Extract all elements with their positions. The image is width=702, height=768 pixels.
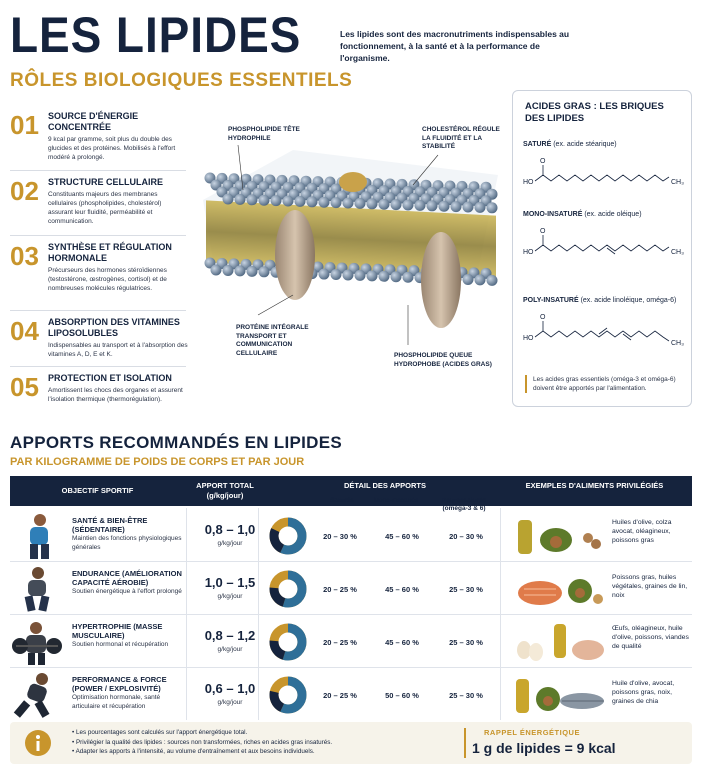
svg-text:O: O (540, 228, 546, 235)
total-intake: 1,0 – 1,5 (204, 575, 256, 590)
page-subtitle: RÔLES BIOLOGIQUES ESSENTIELS (10, 70, 353, 91)
food-examples: Huiles d'olive, colza avocat, oléagineux, poissons gras (612, 519, 672, 544)
food-illustration (510, 512, 606, 558)
phospholipid-head (259, 266, 270, 277)
food-illustration (510, 671, 606, 717)
phospholipid-head (211, 265, 222, 276)
role-item (10, 372, 188, 420)
svg-text:HO: HO (523, 249, 534, 256)
athlete-icon (10, 565, 62, 613)
donut-chart (268, 569, 308, 609)
saturated-pct: 20 – 30 % (323, 532, 357, 541)
label-cholesterol: CHOLESTÉROL RÉGULE LA FLUIDITÉ ET LA STABILITÉ (422, 126, 500, 150)
phospholipid-head (307, 196, 318, 207)
phospholipid-head (355, 270, 366, 281)
phospholipid-head (367, 198, 378, 209)
label-phospholipid-head: PHOSPHOLIPIDE TÊTE HYDROPHILE (228, 126, 300, 142)
header-examples: EXEMPLES D'ALIMENTS PRIVILÉGIÉS (525, 481, 664, 490)
athlete-icon (10, 512, 62, 560)
table-row (10, 669, 692, 721)
donut-chart (268, 516, 308, 556)
svg-text:O: O (540, 314, 546, 321)
phospholipid-head (223, 265, 234, 276)
cell-membrane-illustration (198, 120, 503, 420)
poly-pct: 20 – 30 % (449, 532, 483, 541)
footer-notes (10, 722, 692, 764)
role-title: STRUCTURE CELLULAIRE (48, 177, 163, 187)
page-title: LES LIPIDES (10, 7, 302, 63)
poly-pct: 25 – 30 % (449, 638, 483, 647)
saturated-pct: 20 – 25 % (323, 638, 357, 647)
phospholipid-head (391, 271, 402, 282)
phospholipid-head (439, 201, 450, 212)
saturated-pct: 20 – 25 % (323, 585, 357, 594)
role-item (10, 110, 188, 170)
svg-text:HO: HO (523, 179, 534, 186)
phospholipid-head (235, 194, 246, 205)
phospholipid-head (475, 202, 486, 213)
table-row (10, 510, 692, 562)
subheader-poly: Poly-insaturés (oméga-3 & 6) (441, 497, 487, 512)
mono-pct: 45 – 60 % (385, 638, 419, 647)
phospholipid-head (391, 199, 402, 210)
role-title: SYNTHÈSE ET RÉGULATION HORMONALE (48, 242, 172, 263)
table-row (10, 563, 692, 615)
svg-text:CH₃: CH₃ (671, 340, 684, 347)
phospholipid-head (487, 275, 498, 286)
role-number: 02 (10, 176, 39, 206)
poly-pct: 25 – 30 % (449, 691, 483, 700)
objective-desc: Maintien des fonctions physiologiques générales (72, 535, 182, 551)
role-number: 05 (10, 372, 39, 402)
saturated-structure (521, 155, 691, 191)
role-desc: Constituants majeurs des membranes cellulaires (phospholipides, cholestérol) assurant leur fluidité, perméabilité et communication. (48, 191, 162, 225)
svg-text:CH₃: CH₃ (671, 179, 684, 186)
reminder-value: 1 g de lipides = 9 kcal (472, 740, 616, 756)
food-examples: Huile d'olive, avocat, poissons gras, noix, graines de chia (612, 680, 675, 705)
phospholipid-head (463, 202, 474, 213)
footer-note-list (72, 728, 452, 757)
phospholipid-head (367, 270, 378, 281)
food-examples: Œufs, oléagineux, huile d'olive, poissons, viandes de qualité (612, 625, 689, 650)
objective-desc: Soutien énergétique à l'effort prolongé (72, 588, 182, 595)
info-icon (24, 729, 52, 757)
role-desc: Indispensables au transport et à l'absorption des vitamines A, D, E et K. (48, 342, 188, 358)
subheader-saturated: Saturés (330, 497, 354, 504)
objective-desc: Soutien hormonal et récupération (72, 641, 169, 648)
saturated-label: SATURÉ (ex. acide stéarique) (523, 141, 617, 148)
athlete-icon (10, 618, 62, 666)
phospholipid-head (343, 198, 354, 209)
donut-chart (268, 675, 308, 715)
role-title: ABSORPTION DES VITAMINES LIPOSOLUBLES (48, 317, 180, 338)
label-integral-protein: PROTÉINE INTÉGRALE TRANSPORT ET COMMUNICATION CELLULAIRE (236, 324, 309, 357)
phospholipid-head (283, 196, 294, 207)
poly-pct: 25 – 30 % (449, 585, 483, 594)
phospholipid-head (259, 195, 270, 206)
phospholipid-head (319, 197, 330, 208)
role-desc: Précurseurs des hormones stéroïdiennes (testostérone, œstrogènes, cortisol) et de nombreuses molécules régulatrices. (48, 267, 167, 292)
essential-fatty-acids-note: Les acides gras essentiels (oméga-3 et oméga-6) doivent être apportés par l'alimentation. (525, 375, 685, 393)
food-illustration (510, 618, 606, 664)
objective-title: HYPERTROPHIE (MASSE MUSCULAIRE) (72, 622, 163, 640)
poly-label: POLY-INSATURÉ (ex. acide linoléique, oméga-6) (523, 297, 677, 304)
divider (10, 310, 186, 311)
athlete-icon (10, 671, 62, 719)
objective-title: ENDURANCE (AMÉLIORATION CAPACITÉ AÉROBIE) (72, 569, 182, 587)
role-title: PROTECTION ET ISOLATION (48, 373, 172, 383)
svg-text:O: O (540, 158, 546, 165)
footer-note: • Privilégier la qualité des lipides : sources non transformées, riches en acides gras insaturés. (72, 738, 452, 748)
phospholipid-head (355, 198, 366, 209)
role-item (10, 316, 188, 364)
donut-chart (268, 622, 308, 662)
objective-title: PERFORMANCE & FORCE (POWER / EXPLOSIVITÉ) (72, 675, 167, 693)
reminder-label: RAPPEL ÉNERGÉTIQUE (484, 728, 580, 737)
role-desc: Amortissent les chocs des organes et assurent l'isolation thermique (thermorégulation). (48, 387, 183, 403)
section-subtitle: PAR KILOGRAMME DE POIDS DE CORPS ET PAR JOUR (10, 456, 305, 468)
phospholipid-head (415, 200, 426, 211)
integral-protein-left (275, 210, 315, 300)
integral-protein-right (421, 232, 461, 328)
total-intake: 0,6 – 1,0 (204, 681, 256, 696)
section-title: APPORTS RECOMMANDÉS EN LIPIDES (10, 433, 343, 452)
phospholipid-head (223, 194, 234, 205)
phospholipid-head (475, 274, 486, 285)
poly-structure (521, 311, 691, 351)
total-unit: g/kg/jour (217, 646, 243, 653)
divider (10, 170, 186, 171)
role-number: 03 (10, 241, 39, 271)
total-intake: 0,8 – 1,0 (204, 522, 256, 537)
label-phospholipid-tail: PHOSPHOLIPIDE QUEUE HYDROPHOBE (ACIDES GRAS) (394, 352, 492, 368)
food-examples: Poissons gras, huiles végétales, graines de lin, noix (612, 574, 688, 599)
phospholipid-head (427, 200, 438, 211)
phospholipid-head (403, 272, 414, 283)
phospholipid-head (319, 269, 330, 280)
phospholipid-head (331, 269, 342, 280)
phospholipid-head (487, 202, 498, 213)
divider (10, 366, 186, 367)
cholesterol-molecule (339, 172, 367, 192)
membrane-svg (198, 120, 503, 420)
phospholipid-head (271, 195, 282, 206)
header-total: APPORT TOTAL (g/kg/jour) (196, 481, 254, 500)
food-illustration (510, 565, 606, 611)
mono-pct: 45 – 60 % (385, 585, 419, 594)
role-item (10, 176, 188, 234)
role-number: 04 (10, 316, 39, 346)
total-unit: g/kg/jour (217, 699, 243, 706)
mono-pct: 50 – 60 % (385, 691, 419, 700)
intro-text: Les lipides sont des macronutriments indispensables au fonctionnement, à la santé et à la performance de l'organisme. (340, 29, 570, 63)
table-row (10, 616, 692, 668)
phospholipid-head (331, 197, 342, 208)
mono-pct: 45 – 60 % (385, 532, 419, 541)
header-detail: DÉTAIL DES APPORTS (344, 481, 426, 490)
svg-text:CH₃: CH₃ (671, 249, 684, 256)
phospholipid-head (247, 266, 258, 277)
phospholipid-head (403, 200, 414, 211)
mono-structure (521, 225, 691, 261)
phospholipid-head (343, 269, 354, 280)
divider (464, 728, 466, 758)
total-intake: 0,8 – 1,2 (204, 628, 256, 643)
role-desc: 9 kcal par gramme, soit plus du double des glucides et des protéines. Mobilisés à l'effort modéré à prolongé. (48, 136, 176, 161)
phospholipid-head (247, 194, 258, 205)
phospholipid-head (379, 199, 390, 210)
phospholipid-head (295, 196, 306, 207)
divider (10, 235, 186, 236)
mono-label: MONO-INSATURÉ (ex. acide oléique) (523, 211, 642, 218)
footer-note: • Les pourcentages sont calculés sur l'apport énergétique total. (72, 728, 452, 738)
objective-desc: Optimisation hormonale, santé articulaire et récupération (72, 694, 161, 710)
fatty-acids-panel (512, 90, 692, 407)
phospholipid-head (235, 265, 246, 276)
svg-text:HO: HO (523, 335, 534, 342)
role-title: SOURCE D'ÉNERGIE CONCENTRÉE (48, 111, 139, 132)
total-unit: g/kg/jour (217, 540, 243, 547)
total-unit: g/kg/jour (217, 593, 243, 600)
header-objective: OBJECTIF SPORTIF (61, 486, 134, 495)
phospholipid-head (451, 201, 462, 212)
fatty-acids-title: ACIDES GRAS : LES BRIQUES DES LIPIDES (525, 101, 664, 124)
footer-note: • Adapter les apports à l'intensité, au volume d'entraînement et aux besoins individuels. (72, 747, 452, 757)
role-number: 01 (10, 110, 39, 140)
role-item (10, 241, 188, 309)
phospholipid-head (379, 271, 390, 282)
subheader-mono: Mono-insaturés (373, 497, 419, 504)
saturated-pct: 20 – 25 % (323, 691, 357, 700)
objective-title: SANTÉ & BIEN-ÊTRE (SÉDENTAIRE) (72, 516, 148, 534)
phospholipid-head (463, 274, 474, 285)
